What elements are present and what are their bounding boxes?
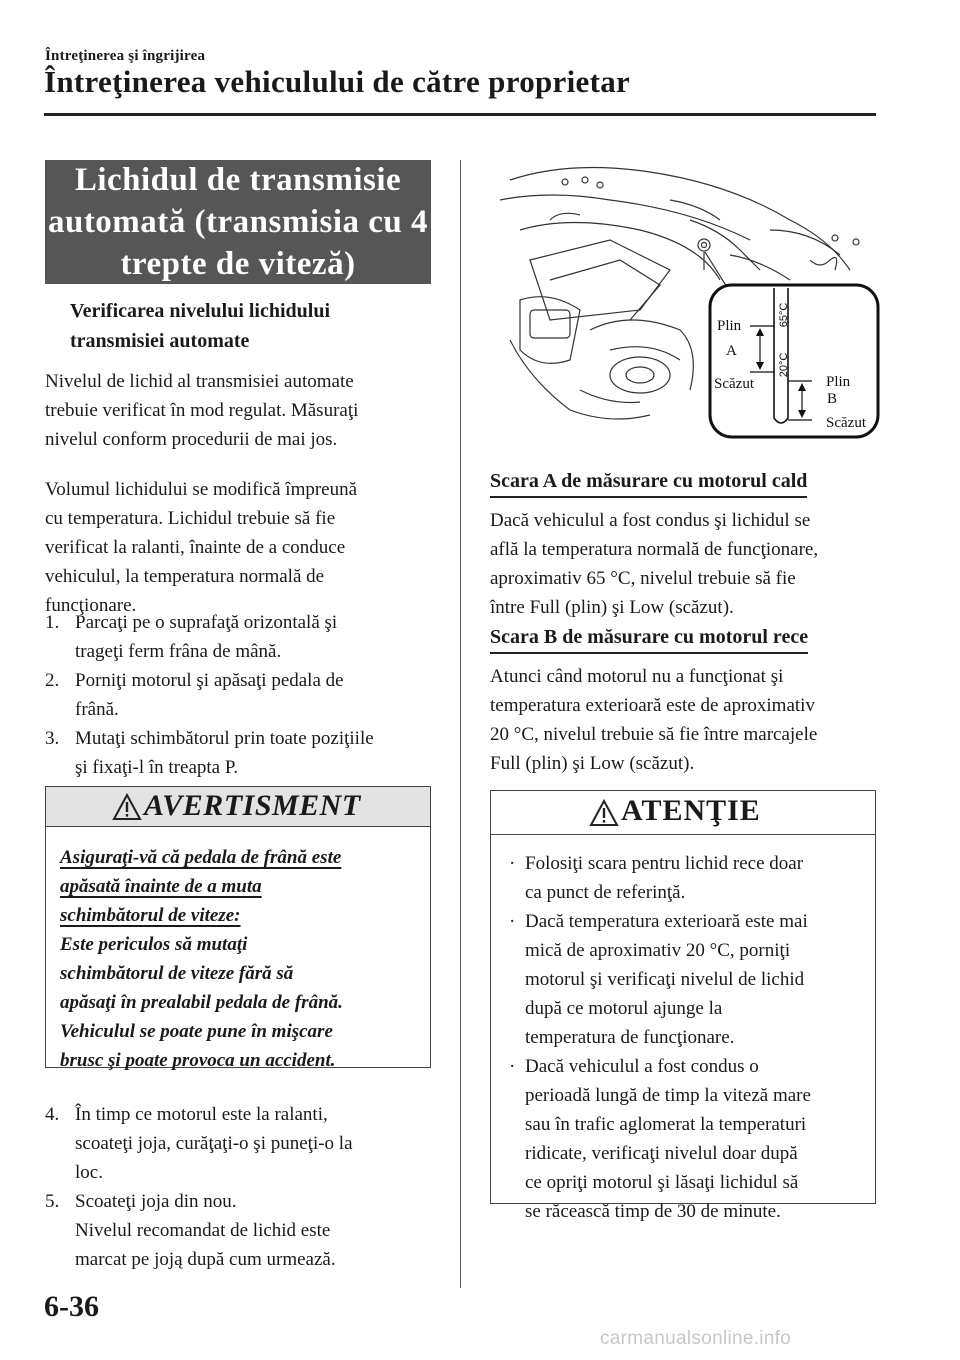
steps-list-continued <box>45 1100 445 1274</box>
text-line: vehiculul, la temperatura normală de <box>45 566 325 587</box>
warning-line: Asiguraţi-vă că pedala de frână este <box>60 847 342 868</box>
caution-triangle-icon <box>589 799 619 827</box>
step-item <box>45 1100 445 1187</box>
watermark: carmanualsonline.info <box>600 1328 792 1349</box>
text-line: temperatura de funcţionare. <box>525 1027 735 1048</box>
text-line: funcţionare. <box>45 595 137 616</box>
warning-line: schimbătorul de viteze: <box>60 905 241 926</box>
scale-b-heading-text: Scara B de măsurare cu motorul rece <box>490 626 808 654</box>
scale-b-heading <box>490 626 808 654</box>
section-heading-line: trepte de viteză) <box>120 246 356 282</box>
text-line: Full (plin) şi Low (scăzut). <box>490 753 695 774</box>
warning-triangle-icon <box>112 793 142 821</box>
scale-a-low-label: Scăzut <box>714 376 754 392</box>
text-line: sau în trafic aglomerat la temperaturi <box>525 1114 807 1135</box>
section-heading-line: Lichidul de transmisie <box>74 162 402 198</box>
text-line: verificat la ralanti, înainte de a conduce <box>45 537 346 558</box>
scale-b-full-label: Plin <box>826 374 851 390</box>
text-line: trebuie verificat în mod regulat. Măsuraţi <box>45 400 359 421</box>
section-heading-box <box>45 160 431 284</box>
text-line: Dacă temperatura exterioară este mai <box>525 911 808 932</box>
text-line: ca punct de referinţă. <box>525 882 686 903</box>
scale-a-paragraph <box>490 506 880 622</box>
text-line: temperatura exterioară este de aproximativ <box>490 695 815 716</box>
text-line: Nivelul de lichid al transmisiei automate <box>45 371 354 392</box>
text-line: ce opriţi motorul şi lăsaţi lichidul să <box>525 1172 799 1193</box>
text-line: Dacă vehiculul a fost condus şi lichidul se <box>490 510 811 531</box>
text-line: Dacă vehiculul a fost condus o <box>525 1056 759 1077</box>
warning-line: apăsată înainte de a muta <box>60 876 262 897</box>
step-item <box>45 1187 445 1274</box>
step-number: 3. <box>45 728 60 749</box>
sub-heading <box>70 296 430 356</box>
scale-a-full-label: Plin <box>717 318 742 334</box>
warning-text <box>60 843 422 1075</box>
temp-cold-label: 20°C <box>778 352 790 378</box>
bullet-dot: · <box>509 1056 516 1077</box>
volume-paragraph <box>45 475 435 620</box>
text-line: ridicate, verificaţi nivelul doar după <box>525 1143 798 1164</box>
step-item <box>45 724 440 782</box>
text-line: Nivelul recomandat de lichid este <box>75 1220 331 1241</box>
text-line: nivelul conform procedurii de mai jos. <box>45 429 338 450</box>
text-line: Parcaţi pe o suprafaţă orizontală şi <box>75 612 338 633</box>
scale-a-heading <box>490 470 807 498</box>
step-number: 5. <box>45 1191 60 1212</box>
text-line: mică de aproximativ 20 °C, porniţi <box>525 940 791 961</box>
text-line: Scoateţi joja din nou. <box>75 1191 237 1212</box>
bullet-dot: · <box>509 911 516 932</box>
warning-line: Vehiculul se poate pune în mişcare <box>60 1021 333 1042</box>
page-number: 6-36 <box>44 1290 99 1323</box>
text-line: loc. <box>75 1162 103 1183</box>
text-line: În timp ce motorul este la ralanti, <box>75 1104 328 1125</box>
step-item <box>45 666 440 724</box>
page-title: Întreţinerea vehiculului de către proprietar <box>44 64 631 99</box>
step-item <box>45 608 440 666</box>
text-line: trageţi ferm frâna de mână. <box>75 641 282 662</box>
text-line: cu temperatura. Lichidul trebuie să fie <box>45 508 336 529</box>
warning-line: Este periculos să mutaţi <box>60 934 248 955</box>
text-line: marcat pe joją după cum urmează. <box>75 1249 336 1270</box>
warning-title: AVERTISMENT <box>144 789 361 822</box>
engine-dipstick-diagram <box>490 160 882 440</box>
bullet-dot: · <box>509 853 516 874</box>
title-rule <box>44 113 876 116</box>
warning-box <box>45 786 431 1071</box>
scale-b-paragraph <box>490 662 885 778</box>
warning-header <box>46 787 430 827</box>
warning-line: apăsaţi în prealabil pedala de frână. <box>60 992 343 1013</box>
section-label: Întreţinerea şi îngrijirea <box>45 48 206 64</box>
scale-a-label: A <box>726 343 737 359</box>
caution-header <box>491 791 875 835</box>
scale-a-heading-text: Scara A de măsurare cu motorul cald <box>490 470 807 498</box>
step-number: 2. <box>45 670 60 691</box>
caution-bullet <box>509 849 865 907</box>
text-line: frână. <box>75 699 119 720</box>
text-line: Volumul lichidului se modifică împreună <box>45 479 358 500</box>
text-line: Atunci când motorul nu a funcţionat şi <box>490 666 784 687</box>
warning-line: schimbătorul de viteze fără să <box>60 963 294 984</box>
text-line: perioadă lungă de timp la viteză mare <box>525 1085 811 1106</box>
text-line: Folosiţi scara pentru lichid rece doar <box>525 853 804 874</box>
sub-heading-line: Verificarea nivelului lichidului <box>70 300 331 322</box>
text-line: scoateţi joja, curăţaţi-o şi puneţi-o la <box>75 1133 353 1154</box>
caution-title: ATENŢIE <box>621 794 761 827</box>
text-line: şi fixaţi-l în treapta P. <box>75 757 239 778</box>
text-line: Mutaţi schimbătorul prin toate poziţiile <box>75 728 374 749</box>
column-divider <box>460 160 461 1288</box>
caution-list <box>509 849 865 1226</box>
caution-bullet <box>509 1052 865 1226</box>
warning-line: brusc şi poate provoca un accident. <box>60 1050 336 1071</box>
text-line: după ce motorul ajunge la <box>525 998 723 1019</box>
caution-box <box>490 790 876 1222</box>
scale-b-label: B <box>827 391 838 407</box>
intro-paragraph <box>45 367 435 454</box>
scale-b-low-label: Scăzut <box>826 415 866 431</box>
caution-bullet <box>509 907 865 1052</box>
section-heading-line: automată (transmisia cu 4 <box>47 204 429 240</box>
text-line: aproximativ 65 °C, nivelul trebuie să fie <box>490 568 796 589</box>
temp-hot-label: 65°C <box>778 302 790 328</box>
step-number: 1. <box>45 612 60 633</box>
steps-list <box>45 608 440 782</box>
text-line: se răcească timp de 30 de minute. <box>525 1201 781 1222</box>
text-line: Porniţi motorul şi apăsaţi pedala de <box>75 670 344 691</box>
text-line: află la temperatura normală de funcţionare, <box>490 539 819 560</box>
text-line: motorul şi verificaţi nivelul de lichid <box>525 969 805 990</box>
text-line: 20 °C, nivelul trebuie să fie între marcajele <box>490 724 818 745</box>
text-line: între Full (plin) şi Low (scăzut). <box>490 597 734 618</box>
step-number: 4. <box>45 1104 60 1125</box>
sub-heading-line: transmisiei automate <box>70 330 250 352</box>
